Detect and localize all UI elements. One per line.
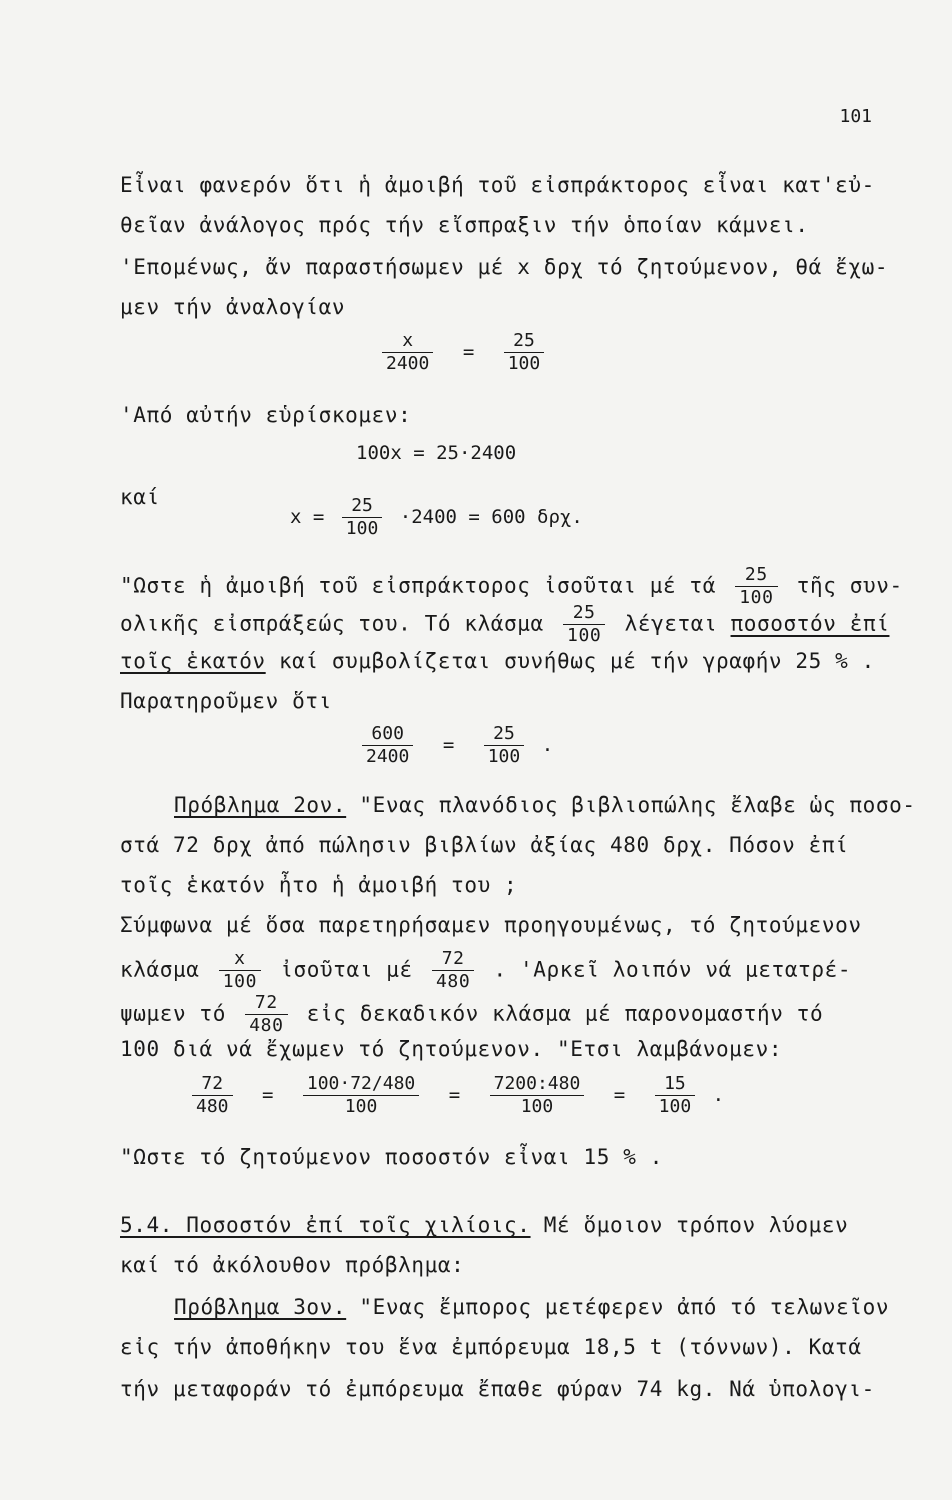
text-line-15: κλάσμα $\frac{x}{100}$ ἰσοῦται μέ $\frac{72}{480}$ . 'Αρκεῖ λοιπόν νά μετατρέ-: [120, 948, 852, 992]
section-heading: 5.4. Ποσοστόν ἐπί τοῖς χιλίοις.: [120, 1213, 531, 1237]
text-line-5: 'Από αὐτήν εὑρίσκομεν:: [120, 403, 412, 427]
text-line-13: τοῖς ἑκατόν ἦτο ἡ ἀμοιβή του ;: [120, 873, 518, 897]
fraction: $\frac{72}{480}$: [192, 1075, 233, 1116]
text-line-14: Σύμφωνα μέ ὅσα παρετηρήσαμεν προηγουμένως, τό ζητούμενον: [120, 913, 862, 937]
problem-heading: Πρόβλημα 3ον.: [174, 1295, 347, 1319]
fraction: $\frac{600}{2400}$: [362, 725, 413, 766]
fraction: $\frac{x}{2400}$: [382, 332, 433, 373]
underlined-term: τοῖς ἑκατόν: [120, 649, 266, 673]
text-line-18: "Ωστε τό ζητούμενον ποσοστόν εἶναι 15 % .: [120, 1145, 663, 1169]
equation-conversion: $\frac{72}{480}$ = $\frac{100\cdot 72/480}{100}$ = $\frac{7200:480}{100}$ = $\frac{15}{100}$ .: [186, 1075, 724, 1116]
text-line-21: Πρόβλημα 3ον. "Ενας ἔμπορος μετέφερεν ἀπό τό τελωνεῖον: [174, 1295, 890, 1319]
equation-solution: x = $\frac{25}{100}$ ·2400 = 600 δρχ.: [290, 495, 583, 539]
fraction: $\frac{72}{480}$: [432, 950, 474, 991]
equation-product: 100x = 25·2400: [356, 442, 517, 464]
text-line-22: εἰς τήν ἀποθήκην του ἕνα ἐμπόρευμα 18,5 t (τόννων). Κατά: [120, 1335, 862, 1359]
fraction: $\frac{15}{100}$: [655, 1075, 696, 1116]
fraction: $\frac{72}{480}$: [245, 994, 287, 1035]
page-number: 101: [839, 106, 872, 127]
fraction: $\frac{25}{100}$: [342, 497, 383, 538]
text-line-23: τήν μεταφοράν τό ἐμπόρευμα ἔπαθε φύραν 74 kg. Νά ὑπολογι-: [120, 1377, 875, 1401]
text-line-4: μεν τήν ἀναλογίαν: [120, 295, 346, 319]
text-line-2: θεῖαν ἀνάλογος πρός τήν εἴσπραξιν τήν ὁποίαν κάμνει.: [120, 213, 809, 237]
text-line-11: Πρόβλημα 2ον. "Ενας πλανόδιος βιβλιοπώλης ἔλαβε ὡς ποσο-: [174, 793, 916, 817]
text-line-1: Εἶναι φανερόν ὅτι ἡ ἀμοιβή τοῦ εἰσπράκτορος εἶναι κατ'εὐ-: [120, 173, 875, 197]
text-line-7: "Ωστε ἡ ἀμοιβή τοῦ εἰσπράκτορος ἰσοῦται μέ τά $\frac{25}{100}$ τῆς συν-: [120, 564, 903, 608]
fraction: $\frac{25}{100}$: [735, 566, 777, 607]
text-line-12: στά 72 δρχ ἀπό πώλησιν βιβλίων ἀξίας 480 δρχ. Πόσον ἐπί: [120, 833, 849, 857]
underlined-term: ποσοστόν ἐπί: [730, 611, 890, 636]
equation-proportion: $\frac{x}{2400}$ = $\frac{25}{100}$: [376, 332, 550, 373]
fraction: $\frac{25}{100}$: [484, 725, 525, 766]
text-line-8: ολικῆς εἰσπράξεώς του. Τό κλάσμα $\frac{25}{100}$ λέγεται ποσοστόν ἐπί: [120, 602, 890, 646]
fraction: $\frac{25}{100}$: [504, 332, 545, 373]
text-line-6: καί: [120, 485, 160, 509]
text-line-3: 'Επομένως, ἄν παραστήσωμεν μέ x δρχ τό ζητούμενον, θά ἔχω-: [120, 255, 889, 279]
text-line-16: ψωμεν τό $\frac{72}{480}$ εἰς δεκαδικόν κλάσμα μέ παρονομαστήν τό: [120, 992, 824, 1036]
fraction: $\frac{25}{100}$: [563, 604, 605, 645]
equation-ratio-check: $\frac{600}{2400}$ = $\frac{25}{100}$ .: [356, 725, 553, 766]
fraction: $\frac{7200:480}{100}$: [490, 1075, 585, 1116]
fraction: $\frac{x}{100}$: [219, 950, 261, 991]
fraction: $\frac{100\cdot 72/480}{100}$: [303, 1075, 419, 1116]
text-line-10: Παρατηροῦμεν ὅτι: [120, 689, 332, 713]
text-line-19: 5.4. Ποσοστόν ἐπί τοῖς χιλίοις. Μέ ὅμοιον τρόπον λύομεν: [120, 1213, 849, 1237]
text-line-20: καί τό ἀκόλουθον πρόβλημα:: [120, 1253, 465, 1277]
text-line-17: 100 διά νά ἔχωμεν τό ζητούμενον. "Ετσι λαμβάνομεν:: [120, 1037, 783, 1061]
problem-heading: Πρόβλημα 2ον.: [174, 793, 347, 817]
text-line-9: τοῖς ἑκατόν καί συμβολίζεται συνήθως μέ τήν γραφήν 25 % .: [120, 649, 875, 673]
